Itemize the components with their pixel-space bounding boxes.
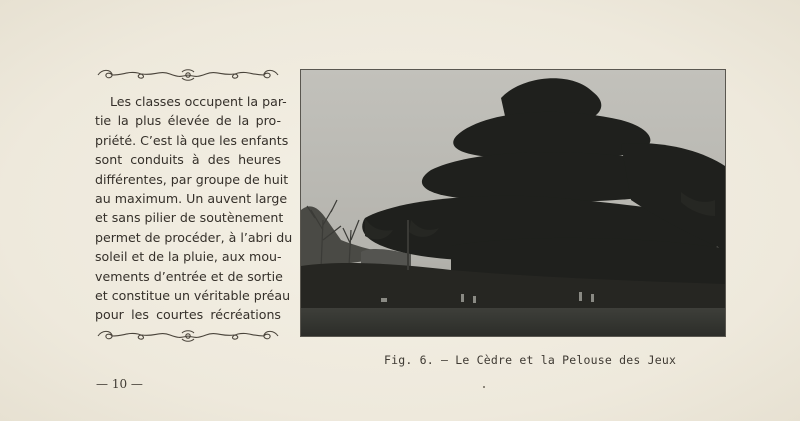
text-line: soleil et de la pluie, aux mou- [95, 249, 282, 265]
page-number: — 10 — [96, 377, 143, 391]
text-line: au maximum. Un auvent large [95, 191, 288, 207]
scroll-ornament-icon [94, 329, 282, 343]
text-line: tie la plus élevée de la pro- [95, 113, 281, 129]
scroll-ornament-icon [94, 68, 282, 82]
text-line: et constitue un véritable préau [95, 288, 291, 304]
paper-speck [483, 386, 485, 388]
text-line: et sans pilier de soutènement [95, 210, 284, 226]
text-line: vements d’entrée et de sortie [95, 268, 283, 284]
figure-caption: Fig. 6. — Le Cèdre et la Pelouse des Jeux [384, 353, 677, 367]
cedar-tree-photo [301, 70, 725, 336]
text-line: pour les courtes récréations [95, 307, 281, 323]
cedar-photograph [301, 70, 725, 336]
text-line: priété. C’est là que les enfants [95, 132, 289, 148]
text-line: sont conduits à des heures [95, 152, 281, 168]
text-line: permet de procéder, à l’abri du [95, 229, 293, 245]
body-text [95, 92, 293, 325]
text-line: différentes, par groupe de huit [95, 171, 289, 187]
text-line: Les classes occupent la par- [110, 94, 287, 109]
